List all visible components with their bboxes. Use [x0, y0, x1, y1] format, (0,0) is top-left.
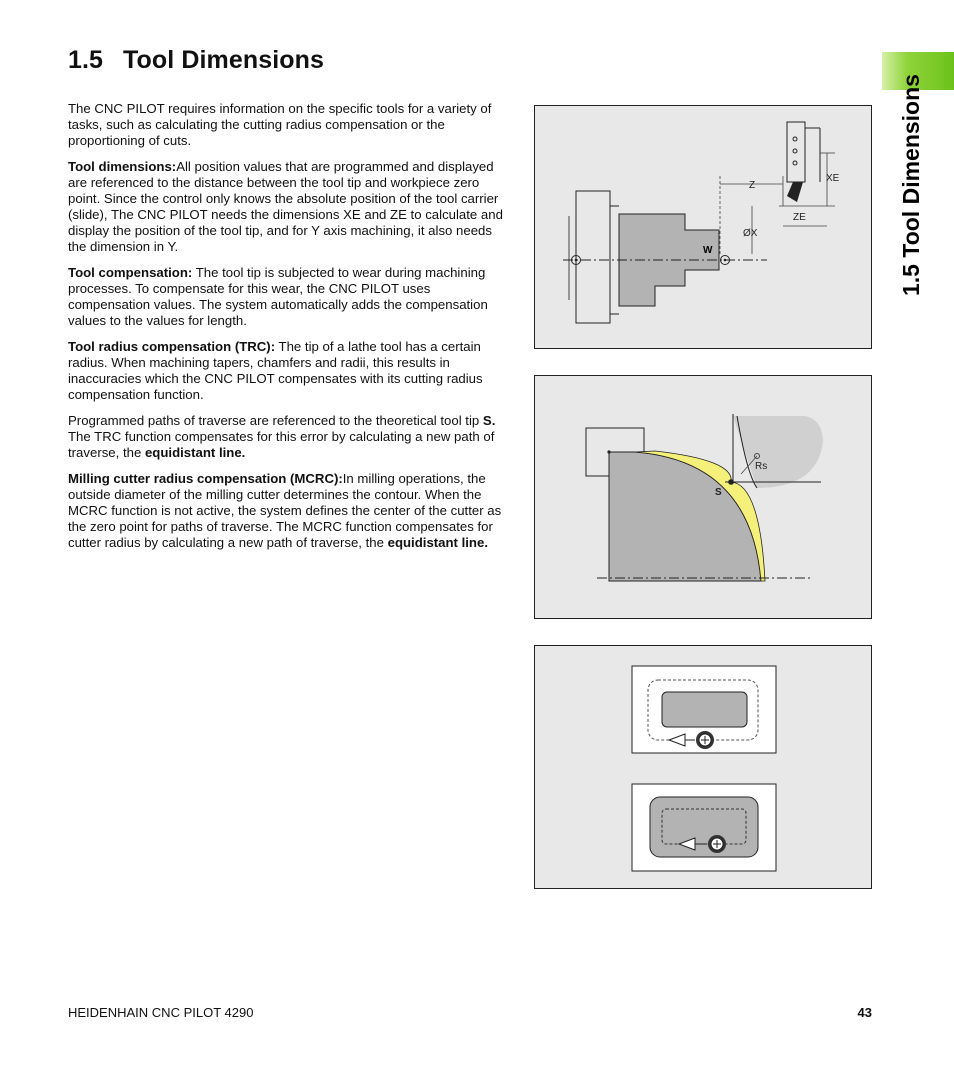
figure-trc: [534, 375, 872, 619]
paragraph-intro: The CNC PILOT requires information on the specific tools for a variety of tasks, such as calculating the cutting radius compensation or the proportioning of cuts.: [68, 101, 492, 148]
text-tool-compensation: The tool tip is subjected to wear during machining processes. To compensate for this wear, the CNC PILOT uses compensation values. The system automatically adds the compensation values to the values for length.: [68, 265, 488, 328]
label-xe: XE: [826, 173, 840, 184]
label-rs: Rs: [755, 461, 768, 472]
paragraph-tool-dimensions: [68, 159, 513, 255]
label-mcrc: Milling cutter radius compensation (MCRC):: [68, 471, 343, 486]
paragraph-trc: [68, 339, 513, 403]
label-s: S: [715, 487, 722, 498]
paragraph-tool-compensation: [68, 265, 513, 329]
page-title: [68, 46, 324, 75]
label-w: W: [703, 245, 713, 256]
milling-cutter-icon-top: [696, 731, 714, 749]
label-tool-compensation: Tool compensation:: [68, 265, 193, 280]
page-number: 43: [857, 1005, 872, 1020]
bold-tool-tip-s: S.: [482, 413, 496, 428]
milling-cutter-icon-bottom: [708, 835, 726, 853]
body-text: [68, 101, 513, 561]
tool-dimensions-diagram: [535, 106, 871, 348]
label-x: ØX: [743, 228, 758, 239]
label-ze: ZE: [793, 212, 806, 223]
footer-product: HEIDENHAIN CNC PILOT 4290: [68, 1005, 254, 1020]
section-number: 1.5: [68, 46, 104, 74]
text-mcrc: In milling operations, the outside diameter of the milling cutter determines the contour. When the MCRC function is not active, the system defines the center of the cutter as the zero point for paths of traverse. The MCRC function compensates for cutter radius by calculating a new path of traverse, the: [68, 471, 502, 550]
bold-equidistant-line: equidistant line.: [144, 445, 246, 460]
text-tool-dimensions: All position values that are programmed and displayed are referenced to the distance between the tool tip and workpiece zero point. Since the control only knows the absolute position of the tool carrier (slide), The CNC PILOT needs the dimensions XE and ZE to calculate and display the position of the tool tip, and for Y axis machining, it also needs the dimension in Y.: [68, 159, 503, 254]
paragraph-mcrc: [68, 471, 513, 551]
paragraph-paths: [68, 413, 513, 461]
label-trc: Tool radius compensation (TRC):: [68, 339, 276, 354]
label-tool-dimensions: Tool dimensions:: [68, 159, 177, 174]
section-title: Tool Dimensions: [123, 46, 325, 74]
label-z: Z: [749, 180, 756, 191]
side-tab-title: [895, 48, 927, 296]
mcrc-diagram: [535, 646, 871, 888]
figure-mcrc: [534, 645, 872, 889]
bold-equidistant-line-2: equidistant line.: [387, 535, 488, 550]
side-tab-text: 1.5 Tool Dimensions: [898, 74, 924, 296]
figure-tool-dimensions: [534, 105, 872, 349]
trc-diagram: [535, 376, 871, 618]
text-paths-2: The TRC function compensates for this error by calculating a new path of traverse, the: [68, 429, 495, 460]
text-paths-1: Programmed paths of traverse are referenced to the theoretical tool tip: [68, 413, 483, 428]
text-trc: The tip of a lathe tool has a certain radius. When machining tapers, chamfers and radii, this results in inaccuracies which the CNC PILOT compensates with its cutting radius compensation function.: [68, 339, 483, 402]
